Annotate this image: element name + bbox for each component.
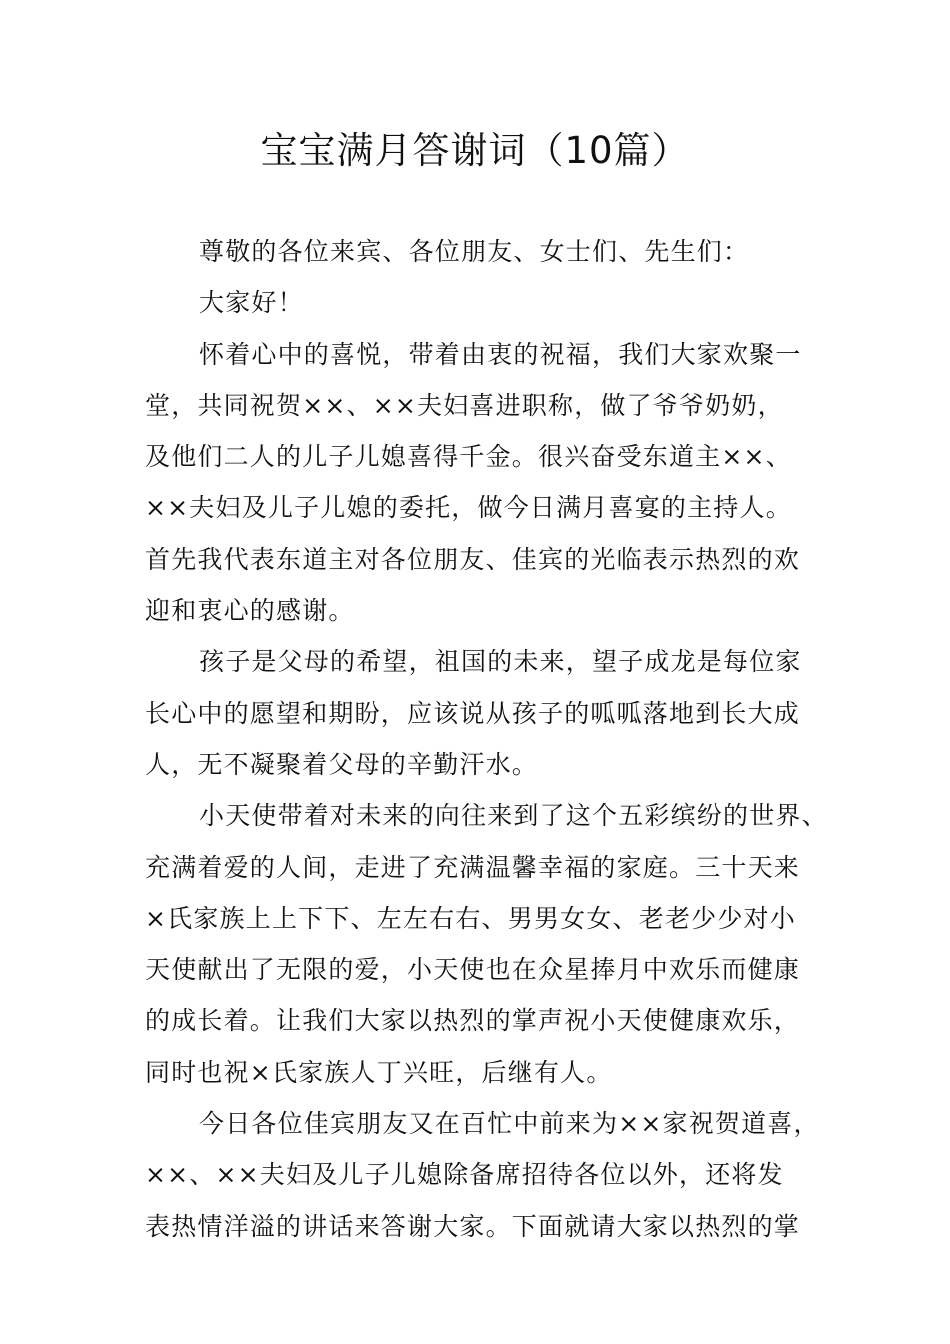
- text-line: 表热情洋溢的讲话来答谢大家。下面就请大家以热烈的掌: [145, 1211, 801, 1241]
- document-title: 宝宝满月答谢词（10篇）: [260, 129, 690, 172]
- text-line: 首先我代表东道主对各位朋友、佳宾的光临表示热烈的欢: [145, 544, 801, 574]
- text-line: 天使献出了无限的爱，小天使也在众星捧月中欢乐而健康: [145, 955, 801, 985]
- text-line: 的成长着。让我们大家以热烈的掌声祝小天使健康欢乐，: [145, 1006, 801, 1036]
- text-line: 同时也祝×氏家族人丁兴旺，后继有人。: [145, 1057, 613, 1087]
- text-line: 孩子是父母的希望，祖国的未来，望子成龙是每位家: [199, 647, 802, 677]
- text-line: 怀着心中的喜悦，带着由衷的祝福，我们大家欢聚一: [199, 339, 802, 369]
- text-line: 长心中的愿望和期盼，应该说从孩子的呱呱落地到长大成: [145, 698, 801, 728]
- text-line: ××、××夫妇及儿子儿媳除备席招待各位以外，还将发: [145, 1160, 784, 1190]
- text-line: 堂，共同祝贺××、××夫妇喜进职称，做了爷爷奶奶，: [145, 390, 784, 420]
- text-line: 人，无不凝聚着父母的辛勤汗水。: [145, 749, 539, 779]
- text-line: 及他们二人的儿子儿媳喜得千金。很兴奋受东道主××、: [145, 442, 792, 472]
- text-line: 迎和衷心的感谢。: [145, 596, 355, 626]
- text-line: 大家好！: [199, 288, 304, 318]
- text-line: 小天使带着对未来的向往来到了这个五彩缤纷的世界、: [199, 801, 828, 831]
- text-line: 今日各位佳宾朋友又在百忙中前来为××家祝贺道喜，: [199, 1109, 820, 1139]
- text-line: ×氏家族上上下下、左左右右、男男女女、老老少少对小: [145, 903, 796, 933]
- text-line: 充满着爱的人间，走进了充满温馨幸福的家庭。三十天来: [145, 852, 801, 882]
- text-line: ××夫妇及儿子儿媳的委托，做今日满月喜宴的主持人。: [145, 493, 792, 523]
- document-body: [145, 226, 835, 1252]
- text-line: 尊敬的各位来宾、各位朋友、女士们、先生们：: [199, 237, 750, 266]
